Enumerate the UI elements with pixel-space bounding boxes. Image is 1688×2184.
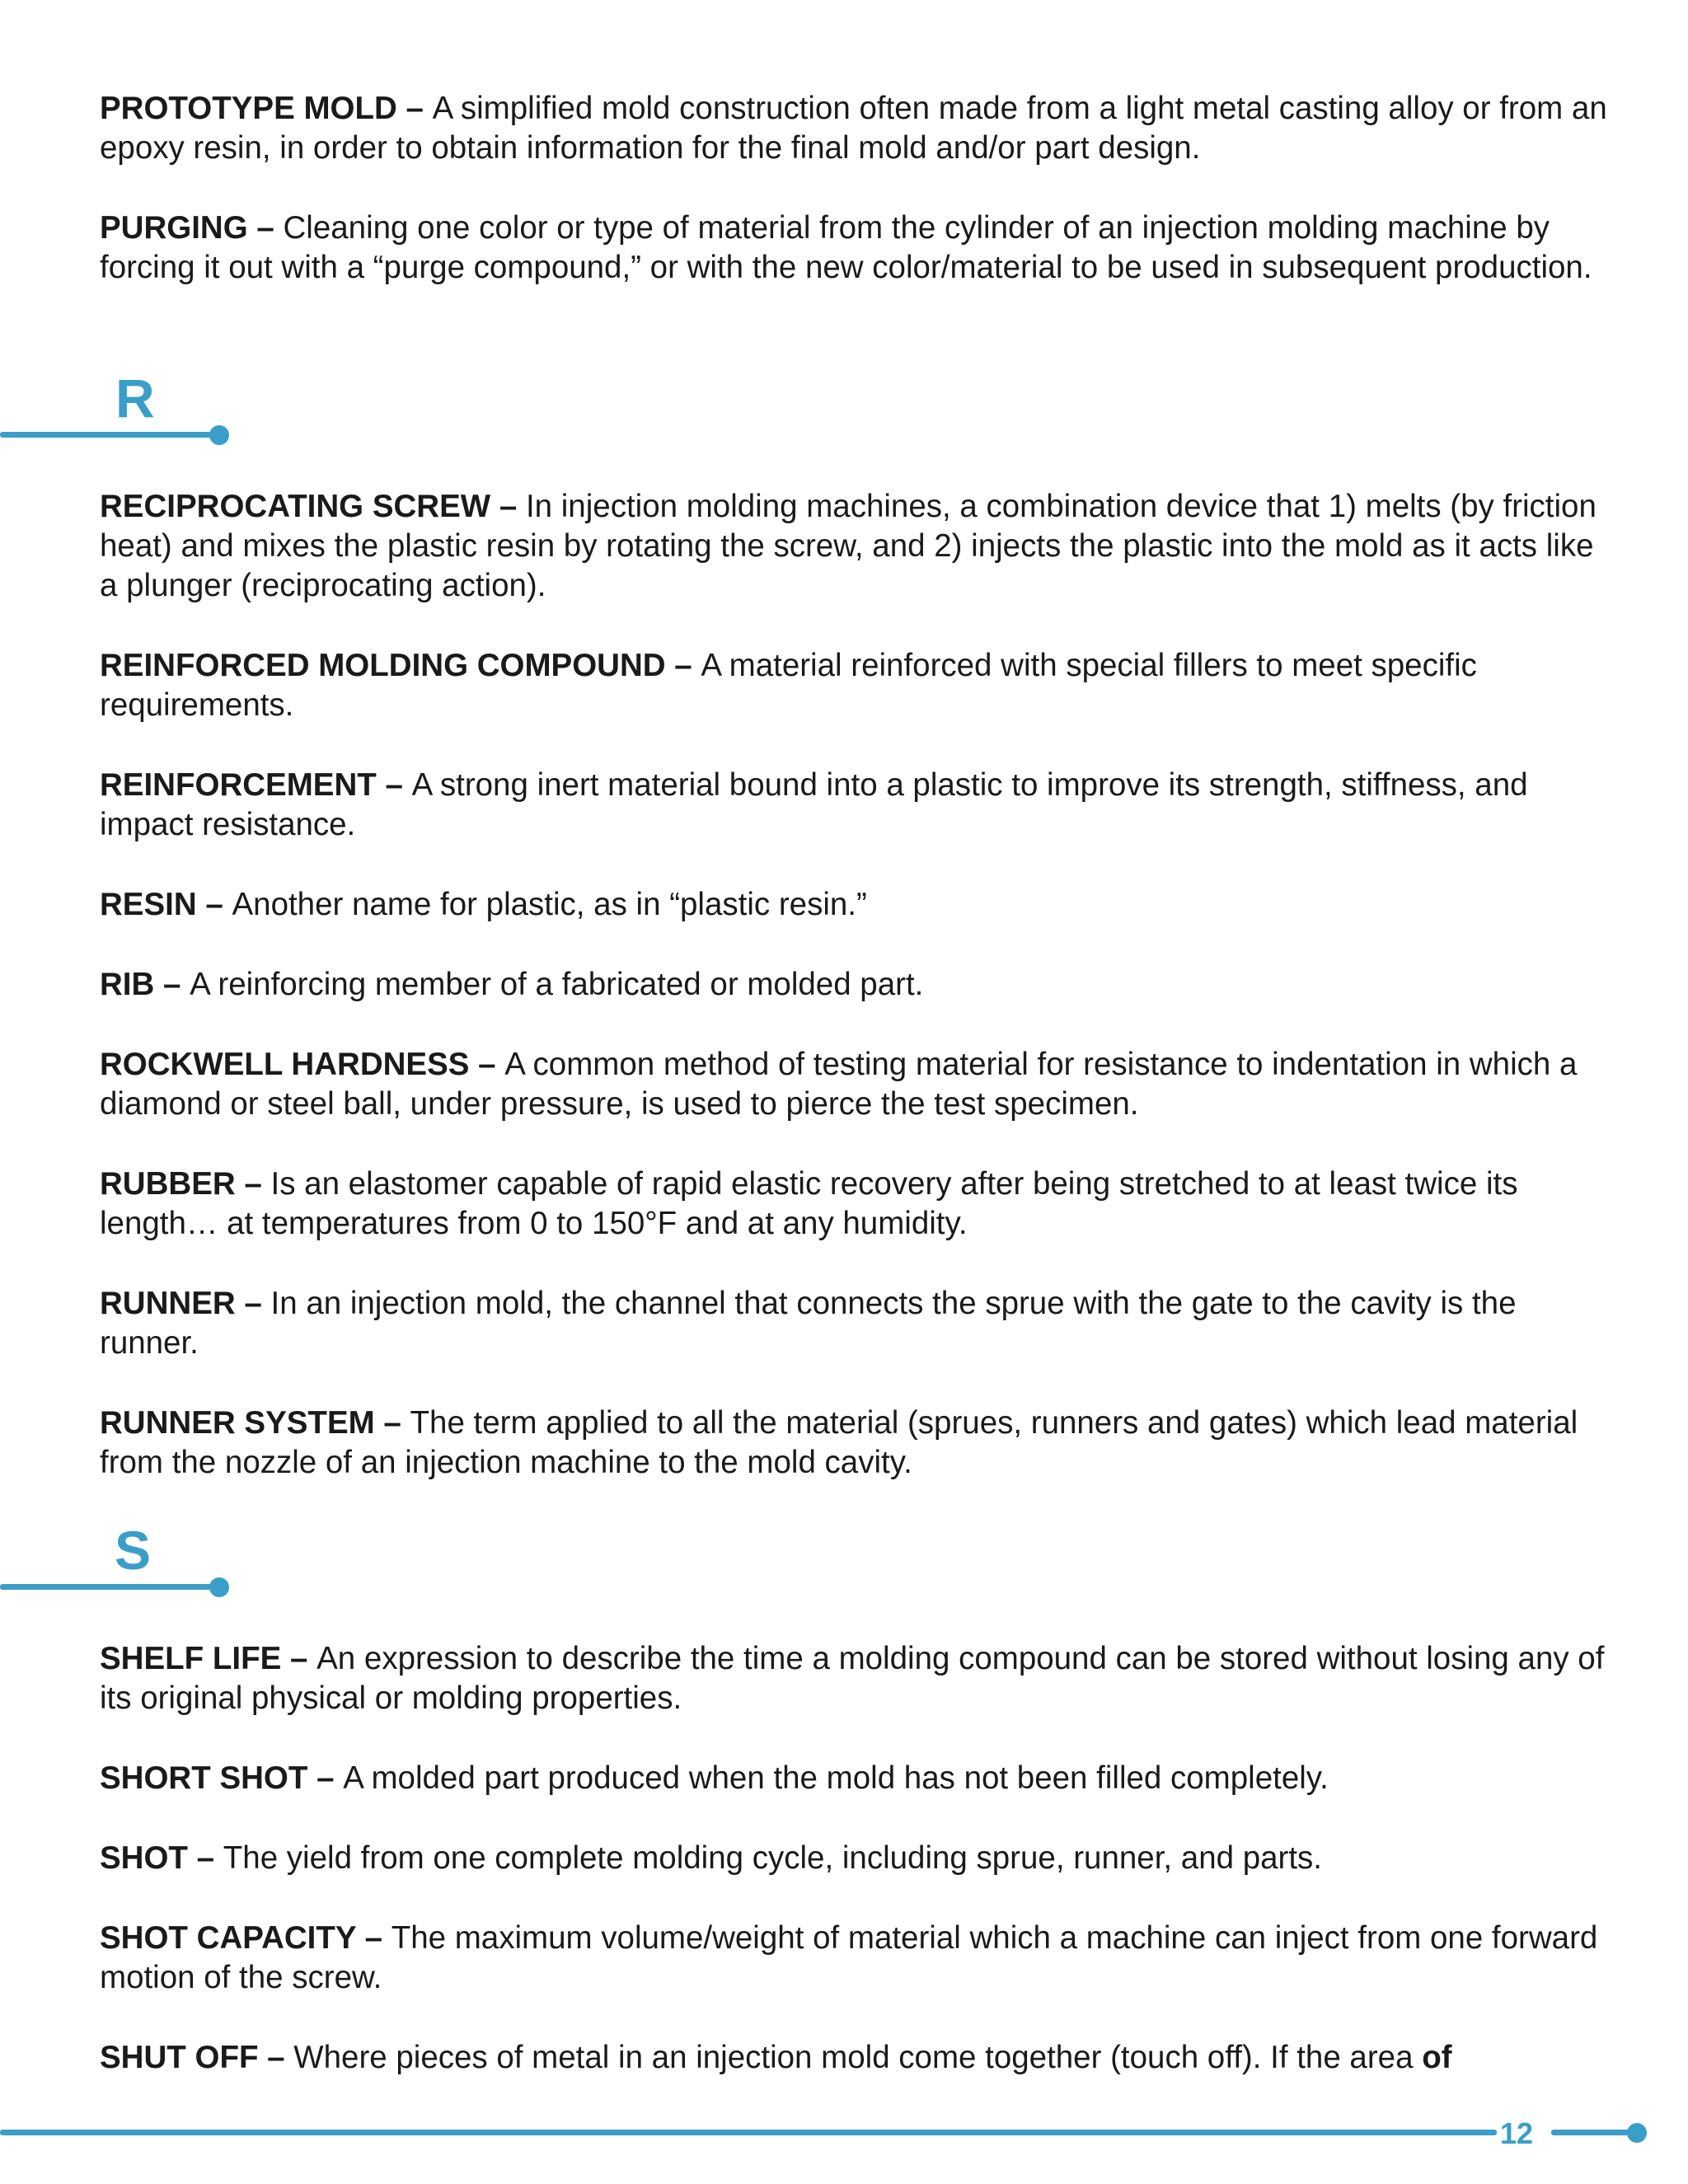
page-number: 12 bbox=[1500, 2116, 1534, 2150]
glossary-entry: RUNNER SYSTEM – The term applied to all the material (sprues, runners and gates) which lead material from the nozzle of an injection machine to the mold cavity. bbox=[100, 1405, 1578, 1480]
section-s-entries bbox=[100, 1639, 1608, 2078]
entry-definition: Is an elastomer capable of rapid elastic recovery after being stretched to at least twice its length… at temperatures from 0 to 150°F and at any humidity. bbox=[100, 1166, 1518, 1241]
entry-term: RUNNER SYSTEM bbox=[100, 1405, 375, 1441]
section-letter-s: S bbox=[115, 1520, 152, 1581]
glossary-entry: SHUT OFF – Where pieces of metal in an injection mold come together (touch off). If the area of bbox=[100, 2040, 1452, 2075]
section-divider-dot bbox=[209, 425, 229, 445]
entry-term: PURGING bbox=[100, 210, 248, 246]
glossary-entry: RECIPROCATING SCREW – In injection molding machines, a combination device that 1) melts (by friction heat) and mixes the plastic resin by rotating the screw, and 2) injects the plastic into the mold as it acts like a plunger (reciprocating action). bbox=[100, 489, 1597, 603]
footer-dot bbox=[1627, 2123, 1647, 2143]
entry-term: REINFORCED MOLDING COMPOUND bbox=[100, 648, 666, 683]
section-divider-line bbox=[0, 1584, 216, 1590]
section-letter-r: R bbox=[115, 368, 155, 429]
entry-definition: A common method of testing material for resistance to indentation in which a diamond or steel ball, under pressure, is used to pierce the test specimen. bbox=[100, 1047, 1578, 1122]
glossary-entry: PURGING – Cleaning one color or type of material from the cylinder of an injection molding machine by forcing it out with a “purge compound,” or with the new color/material to be used in subsequent production. bbox=[100, 210, 1592, 285]
entry-term: SHORT SHOT bbox=[100, 1760, 308, 1796]
entry-term: SHOT CAPACITY bbox=[100, 1920, 356, 1956]
glossary-entry: RESIN – Another name for plastic, as in “plastic resin.” bbox=[100, 887, 867, 922]
glossary-entry: SHELF LIFE – An expression to describe the time a molding compound can be stored without losing any of its original physical or molding properties. bbox=[100, 1641, 1605, 1716]
entry-term: REINFORCEMENT bbox=[100, 767, 377, 803]
entry-definition: In injection molding machines, a combination device that 1) melts (by friction heat) and mixes the plastic resin by rotating the screw, and 2) injects the plastic into the mold as it acts like a plunger (reciprocating action). bbox=[100, 489, 1597, 603]
entry-definition: A strong inert material bound into a plastic to improve its strength, stiffness, and impact resistance. bbox=[100, 767, 1528, 842]
glossary-entry: RUBBER – Is an elastomer capable of rapid elastic recovery after being stretched to at least twice its length… at temperatures from 0 to 150°F and at any humidity. bbox=[100, 1166, 1518, 1241]
section-p-entries bbox=[100, 89, 1608, 288]
entry-definition: In an injection mold, the channel that connects the sprue with the gate to the cavity is the runner. bbox=[100, 1286, 1517, 1361]
entry-term: RIB bbox=[100, 967, 155, 1002]
glossary-entry: PROTOTYPE MOLD – A simplified mold construction often made from a light metal casting alloy or from an epoxy resin, in order to obtain information for the final mold and/or part design. bbox=[100, 91, 1607, 166]
entry-definition: The maximum volume/weight of material which a machine can inject from one forward motion of the screw. bbox=[100, 1920, 1598, 1995]
glossary-entry: SHOT – The yield from one complete molding cycle, including sprue, runner, and parts. bbox=[100, 1840, 1322, 1876]
glossary-entry: ROCKWELL HARDNESS – A common method of testing material for resistance to indentation in which a diamond or steel ball, under pressure, is used to pierce the test specimen. bbox=[100, 1047, 1578, 1122]
entry-definition: A molded part produced when the mold has not been filled completely. bbox=[343, 1760, 1329, 1796]
entry-definition: Cleaning one color or type of material from the cylinder of an injection molding machine by forcing it out with a “purge compound,” or with the new color/material to be used in subsequent production. bbox=[100, 210, 1592, 285]
entry-definition: Where pieces of metal in an injection mold come together (touch off). If the area bbox=[293, 2040, 1423, 2075]
glossary-entry: SHOT CAPACITY – The maximum volume/weight of material which a machine can inject from one forward motion of the screw. bbox=[100, 1920, 1598, 1995]
entry-term: ROCKWELL HARDNESS bbox=[100, 1047, 470, 1082]
entry-definition: A reinforcing member of a fabricated or molded part. bbox=[190, 967, 924, 1002]
entry-continuation-word: of bbox=[1422, 2040, 1452, 2075]
entry-definition: An expression to describe the time a molding compound can be stored without losing any of its original physical or molding properties. bbox=[100, 1641, 1605, 1716]
entry-term: SHOT bbox=[100, 1840, 188, 1876]
section-r-entries bbox=[100, 487, 1608, 1483]
entry-definition: Another name for plastic, as in “plastic resin.” bbox=[232, 887, 867, 922]
entry-definition: The term applied to all the material (sprues, runners and gates) which lead material from the nozzle of an injection machine to the mold cavity. bbox=[100, 1405, 1578, 1480]
glossary-entry: RIB – A reinforcing member of a fabricated or molded part. bbox=[100, 967, 924, 1002]
section-divider-dot bbox=[209, 1577, 229, 1597]
entry-definition: A simplified mold construction often made from a light metal casting alloy or from an epoxy resin, in order to obtain information for the final mold and/or part design. bbox=[100, 91, 1607, 166]
entry-term: PROTOTYPE MOLD bbox=[100, 91, 397, 126]
entry-term: RUBBER bbox=[100, 1166, 236, 1202]
glossary-entry: SHORT SHOT – A molded part produced when the mold has not been filled completely. bbox=[100, 1760, 1329, 1796]
entry-definition: The yield from one complete molding cycle, including sprue, runner, and parts. bbox=[223, 1840, 1322, 1876]
glossary-entry: RUNNER – In an injection mold, the channel that connects the sprue with the gate to the cavity is the runner. bbox=[100, 1286, 1517, 1361]
entry-definition: A material reinforced with special fillers to meet specific requirements. bbox=[100, 648, 1477, 723]
glossary-entry: REINFORCED MOLDING COMPOUND – A material reinforced with special fillers to meet specific requirements. bbox=[100, 648, 1477, 723]
footer-line-right bbox=[1551, 2130, 1634, 2135]
entry-term: SHUT OFF bbox=[100, 2040, 259, 2075]
entry-term: RECIPROCATING SCREW bbox=[100, 489, 491, 524]
entry-term: SHELF LIFE bbox=[100, 1641, 282, 1676]
section-divider-line bbox=[0, 432, 216, 438]
footer-line bbox=[0, 2130, 1497, 2135]
entry-term: RESIN bbox=[100, 887, 197, 922]
glossary-entry: REINFORCEMENT – A strong inert material bound into a plastic to improve its strength, stiffness, and impact resistance. bbox=[100, 767, 1528, 842]
entry-term: RUNNER bbox=[100, 1286, 236, 1321]
